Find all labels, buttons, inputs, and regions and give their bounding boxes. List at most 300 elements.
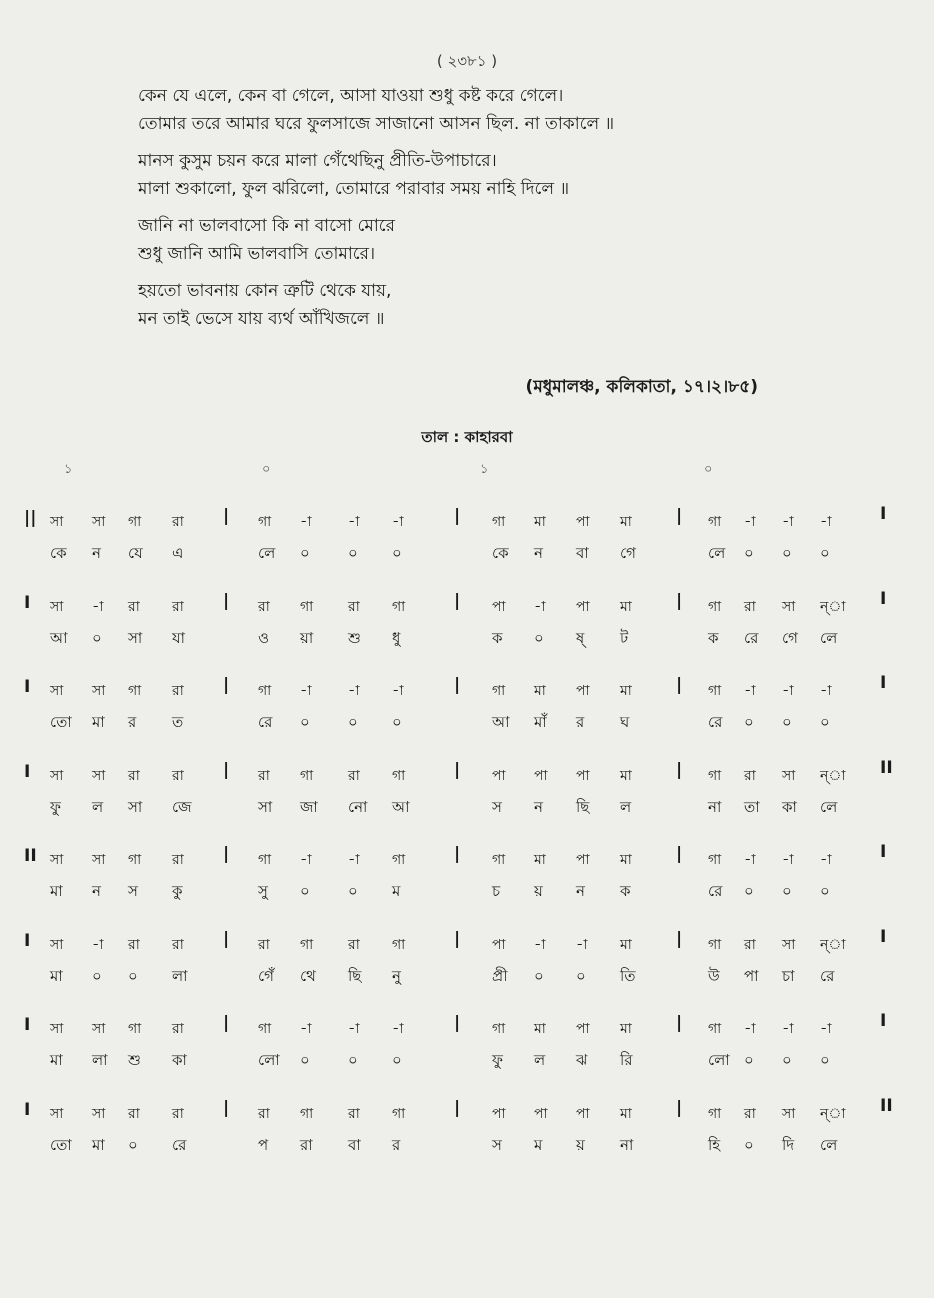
- lyric-syllable: ০: [576, 966, 586, 985]
- swara-note: পা: [576, 598, 590, 615]
- lyric-syllable: ০: [392, 1051, 402, 1069]
- swara-note: গা: [708, 683, 722, 699]
- lyric-syllable: বা: [348, 1135, 361, 1154]
- lyric-syllable: এ: [172, 544, 184, 562]
- swara-note: পা: [576, 1105, 590, 1122]
- swara-note: রা: [744, 767, 756, 784]
- notation-row: [0, 926, 934, 985]
- beat-mark: ০: [704, 462, 713, 477]
- lyric-syllable: ছি: [348, 966, 362, 985]
- swara-note: -া: [300, 514, 312, 530]
- swara-note: -া: [782, 1021, 794, 1037]
- swara-note: -া: [744, 683, 756, 699]
- lyric-line: জানি না ভালবাসো কি না বাসো মোরে: [138, 216, 395, 236]
- lyric-syllable: মা: [50, 966, 63, 985]
- swara-note: পা: [492, 767, 506, 784]
- lyric-syllable: লো: [708, 1051, 730, 1069]
- beat-divider: |: [454, 675, 461, 695]
- lyric-syllable: ছি: [576, 797, 590, 816]
- swara-note: গা: [392, 936, 406, 953]
- lyric-syllable: ম: [534, 1135, 543, 1154]
- swara-note: রা: [172, 598, 184, 615]
- swara-note: মা: [620, 1105, 632, 1122]
- lyric-syllable: ০: [820, 882, 830, 900]
- lyric-syllable: সা: [258, 797, 273, 816]
- lyric-syllable: ম: [392, 882, 401, 900]
- swara-note: -া: [782, 514, 794, 530]
- lyric-syllable: জা: [300, 797, 318, 816]
- lyric-syllable: ০: [744, 882, 754, 900]
- lyric-syllable: ০: [392, 544, 402, 562]
- swara-note: রা: [348, 1105, 360, 1122]
- lyric-syllable: আ: [50, 628, 68, 647]
- lyric-syllable: ০: [820, 1051, 830, 1069]
- lyric-syllable: ক: [492, 628, 503, 647]
- opening-bar: I: [24, 592, 31, 613]
- beat-divider: |: [676, 675, 683, 695]
- swara-note: -া: [392, 1021, 404, 1037]
- lyric-syllable: শু: [348, 628, 361, 647]
- swara-note: পা: [576, 852, 590, 868]
- swara-note: পা: [492, 1105, 506, 1122]
- swara-note: রা: [172, 683, 184, 699]
- closing-bar: I: [880, 926, 887, 947]
- lyric-syllable: লে: [820, 1135, 838, 1154]
- swara-note: -া: [820, 514, 832, 530]
- lyric-syllable: নো: [348, 797, 368, 816]
- swara-note: গা: [708, 1021, 722, 1037]
- swara-note: গা: [128, 683, 142, 699]
- swara-note: -া: [348, 514, 360, 530]
- swara-note: -া: [392, 514, 404, 530]
- swara-note: মা: [534, 852, 546, 868]
- lyric-syllable: না: [708, 797, 722, 816]
- swara-note: সা: [92, 1105, 106, 1122]
- lyric-syllable: ল: [620, 797, 632, 816]
- lyric-syllable: ০: [300, 1051, 310, 1069]
- swara-note: সা: [92, 683, 106, 699]
- closing-bar: II: [880, 1095, 893, 1116]
- lyric-syllable: র: [392, 1135, 401, 1154]
- swara-note: -া: [820, 1021, 832, 1037]
- swara-note: রা: [348, 936, 360, 953]
- lyric-line: কেন যে এলে, কেন বা গেলে, আসা যাওয়া শুধু কষ্ট করে গেলে।: [138, 86, 564, 106]
- beat-divider: |: [676, 759, 683, 780]
- lyric-syllable: ক: [708, 628, 719, 647]
- swara-note: সা: [782, 1105, 796, 1122]
- beat-divider: |: [676, 1013, 683, 1033]
- swara-note: রা: [744, 598, 756, 615]
- beat-divider: |: [223, 1097, 230, 1118]
- swara-note: রা: [172, 1105, 184, 1122]
- lyric-line: মালা শুকালো, ফুল ঝরিলো, তোমারে পরাবার সময় নাহি দিলে ॥: [138, 179, 570, 199]
- lyric-syllable: রে: [172, 1135, 187, 1154]
- swara-note: গা: [708, 936, 722, 953]
- lyric-syllable: রে: [258, 713, 273, 731]
- swara-note: ন্া: [820, 936, 846, 953]
- beat-divider: |: [454, 844, 461, 864]
- swara-note: -া: [782, 852, 794, 868]
- lyric-syllable: ০: [820, 713, 830, 731]
- swara-note: সা: [782, 598, 796, 615]
- swara-note: ন্া: [820, 767, 846, 784]
- swara-note: -া: [744, 514, 756, 530]
- beat-divider: |: [454, 506, 461, 526]
- swara-note: পা: [576, 1021, 590, 1037]
- lyric-syllable: চা: [782, 966, 795, 985]
- swara-note: রা: [128, 767, 140, 784]
- lyric-syllable: থে: [300, 966, 316, 985]
- lyric-syllable: রা: [300, 1135, 313, 1154]
- lyric-line: তোমার তরে আমার ঘরে ফুলসাজে সাজানো আসন ছিল. না তাকালে ॥: [138, 114, 615, 134]
- swara-note: গা: [128, 514, 142, 530]
- notation-row: [0, 842, 934, 900]
- lyric-syllable: তা: [744, 797, 760, 816]
- swara-note: -া: [744, 1021, 756, 1037]
- lyric-syllable: ০: [128, 1135, 138, 1154]
- beat-divider: |: [223, 506, 230, 526]
- swara-note: রা: [128, 1105, 140, 1122]
- swara-note: রা: [744, 1105, 756, 1122]
- lyric-syllable: হি: [708, 1135, 721, 1154]
- page-number: ( ২৩৮১ ): [436, 52, 498, 70]
- beat-divider: |: [223, 759, 230, 780]
- notation-row: [0, 1095, 934, 1154]
- swara-note: গা: [128, 852, 142, 868]
- swara-note: গা: [392, 852, 406, 868]
- swara-note: সা: [50, 1105, 64, 1122]
- lyric-syllable: মা: [92, 713, 105, 731]
- lyric-syllable: মা: [50, 1051, 63, 1069]
- lyric-syllable: ট: [620, 628, 629, 647]
- swara-note: গা: [392, 1105, 406, 1122]
- source-citation: (মধুমালঞ্চ, কলিকাতা, ১৭।২।৮৫): [525, 377, 758, 397]
- opening-bar: I: [24, 930, 31, 951]
- lyric-syllable: সা: [128, 628, 143, 647]
- swara-note: -া: [820, 683, 832, 699]
- lyric-syllable: যে: [128, 544, 143, 562]
- lyric-syllable: ষ্: [576, 628, 585, 647]
- lyric-syllable: চ: [492, 882, 501, 900]
- swara-note: গা: [300, 767, 314, 784]
- swara-note: -া: [300, 1021, 312, 1037]
- swara-note: -া: [534, 936, 546, 953]
- beat-divider: |: [454, 759, 461, 780]
- beat-divider: |: [223, 590, 230, 611]
- lyric-syllable: ঝ: [576, 1051, 588, 1069]
- lyric-syllable: য়: [534, 882, 543, 900]
- swara-note: -া: [782, 683, 794, 699]
- beat-mark: ০: [262, 462, 271, 477]
- opening-bar: I: [24, 761, 31, 782]
- lyric-syllable: মা: [50, 882, 63, 900]
- lyric-syllable: লে: [820, 797, 838, 816]
- beat-divider: |: [676, 844, 683, 864]
- lyric-syllable: বা: [576, 544, 589, 562]
- lyric-syllable: শু: [128, 1051, 141, 1069]
- swara-note: -া: [348, 1021, 360, 1037]
- swara-note: পা: [576, 683, 590, 699]
- lyric-syllable: ল: [534, 1051, 546, 1069]
- lyric-syllable: রে: [708, 882, 723, 900]
- lyric-syllable: নু: [392, 966, 401, 985]
- swara-note: -া: [348, 852, 360, 868]
- swara-note: ন্া: [820, 598, 846, 615]
- swara-note: গা: [708, 514, 722, 530]
- beat-mark: ১: [480, 462, 489, 477]
- lyric-syllable: সা: [128, 797, 143, 816]
- lyric-syllable: স: [128, 882, 138, 900]
- lyric-syllable: ০: [392, 713, 402, 731]
- lyric-syllable: ক: [620, 882, 631, 900]
- lyric-syllable: ০: [534, 628, 544, 647]
- swara-note: গা: [708, 598, 722, 615]
- swara-note: পা: [492, 598, 506, 615]
- closing-bar: I: [880, 588, 887, 609]
- swara-note: গা: [392, 767, 406, 784]
- beat-divider: |: [454, 928, 461, 949]
- notation-row: [0, 588, 934, 647]
- lyric-syllable: ০: [820, 544, 830, 562]
- swara-note: রা: [172, 852, 184, 868]
- lyric-syllable: ০: [782, 544, 792, 562]
- lyric-syllable: ন: [576, 882, 585, 900]
- lyric-line: মানস কুসুম চয়ন করে মালা গেঁথেছিনু প্রীতি-উপাচারে।: [138, 151, 497, 171]
- lyric-syllable: ন: [92, 882, 101, 900]
- swara-note: গা: [492, 514, 506, 530]
- lyric-syllable: ০: [744, 544, 754, 562]
- swara-note: সা: [782, 767, 796, 784]
- swara-note: মা: [534, 1021, 546, 1037]
- swara-note: সা: [50, 598, 64, 615]
- lyric-syllable: ০: [744, 713, 754, 731]
- swara-note: সা: [50, 683, 64, 699]
- swara-note: পা: [576, 514, 590, 530]
- lyric-syllable: না: [620, 1135, 634, 1154]
- lyric-syllable: য়া: [300, 628, 314, 647]
- lyric-syllable: স: [492, 797, 502, 816]
- swara-note: সা: [50, 936, 64, 953]
- swara-note: মা: [620, 514, 632, 530]
- closing-bar: I: [880, 842, 887, 862]
- swara-note: পা: [534, 1105, 548, 1122]
- lyric-syllable: কা: [172, 1051, 187, 1069]
- lyric-syllable: ০: [300, 713, 310, 731]
- lyric-syllable: ০: [92, 628, 102, 647]
- lyric-syllable: ল: [92, 797, 104, 816]
- swara-note: রা: [258, 767, 270, 784]
- lyric-syllable: ফু: [50, 797, 61, 816]
- lyric-syllable: গে: [782, 628, 798, 647]
- lyric-syllable: প: [258, 1135, 269, 1154]
- lyric-syllable: ধু: [392, 628, 401, 647]
- swara-note: রা: [258, 598, 270, 615]
- opening-bar: I: [24, 1099, 31, 1120]
- lyric-syllable: য়: [576, 1135, 585, 1154]
- swara-note: পা: [534, 767, 548, 784]
- swara-note: ন্া: [820, 1105, 846, 1122]
- swara-note: গা: [258, 683, 272, 699]
- lyric-syllable: ০: [534, 966, 544, 985]
- swara-note: রা: [172, 1021, 184, 1037]
- swara-note: রা: [744, 936, 756, 953]
- swara-note: গা: [708, 852, 722, 868]
- lyric-syllable: উ: [708, 966, 720, 985]
- swara-note: -া: [534, 598, 546, 615]
- lyric-syllable: ফু: [492, 1051, 503, 1069]
- lyric-syllable: দি: [782, 1135, 795, 1154]
- swara-note: সা: [782, 936, 796, 953]
- beat-divider: |: [676, 590, 683, 611]
- lyric-syllable: র: [576, 713, 585, 731]
- beat-divider: |: [454, 590, 461, 611]
- beat-divider: |: [676, 1097, 683, 1118]
- lyric-syllable: ০: [348, 1051, 358, 1069]
- lyric-syllable: মাঁ: [534, 713, 547, 731]
- swara-note: রা: [128, 936, 140, 953]
- swara-note: মা: [620, 767, 632, 784]
- lyric-syllable: স: [492, 1135, 502, 1154]
- lyric-syllable: লা: [172, 966, 188, 985]
- closing-bar: II: [880, 757, 893, 778]
- lyric-syllable: কে: [50, 544, 67, 562]
- swara-note: গা: [492, 1021, 506, 1037]
- lyric-syllable: ০: [300, 544, 310, 562]
- swara-note: মা: [620, 936, 632, 953]
- swara-note: -া: [820, 852, 832, 868]
- swara-note: রা: [172, 514, 184, 530]
- lyric-syllable: লে: [258, 544, 276, 562]
- swara-note: গা: [128, 1021, 142, 1037]
- swara-note: -া: [300, 852, 312, 868]
- swara-note: -া: [744, 852, 756, 868]
- lyric-syllable: ঘ: [620, 713, 630, 731]
- swara-note: গা: [258, 514, 272, 530]
- closing-bar: I: [880, 504, 887, 524]
- lyric-syllable: ০: [128, 966, 138, 985]
- lyric-syllable: ন: [92, 544, 101, 562]
- lyric-syllable: ত: [172, 713, 184, 731]
- beat-divider: |: [223, 928, 230, 949]
- swara-note: সা: [50, 514, 64, 530]
- swara-note: সা: [92, 852, 106, 868]
- swara-note: -া: [92, 598, 104, 615]
- lyric-syllable: গে: [620, 544, 636, 562]
- taal-heading: তাল : কাহারবা: [421, 428, 513, 446]
- lyric-syllable: রে: [744, 628, 759, 647]
- swara-note: রা: [348, 767, 360, 784]
- lyric-line: হয়তো ভাবনায় কোন ত্রুটি থেকে যায়,: [138, 281, 392, 301]
- lyric-line: শুধু জানি আমি ভালবাসি তোমারে।: [138, 244, 376, 264]
- opening-bar: I: [24, 1015, 31, 1035]
- lyric-syllable: তো: [50, 1135, 72, 1154]
- opening-bar: II: [24, 846, 37, 866]
- lyric-syllable: লো: [258, 1051, 280, 1069]
- lyric-syllable: পা: [744, 966, 759, 985]
- lyric-syllable: ন: [534, 797, 543, 816]
- swara-note: মা: [620, 598, 632, 615]
- lyric-syllable: ০: [92, 966, 102, 985]
- lyric-syllable: রে: [708, 713, 723, 731]
- lyric-syllable: ০: [348, 544, 358, 562]
- lyric-syllable: র: [128, 713, 137, 731]
- swara-note: সা: [92, 1021, 106, 1037]
- lyric-syllable: ০: [744, 1135, 754, 1154]
- swara-note: পা: [576, 767, 590, 784]
- swara-note: -া: [300, 683, 312, 699]
- swara-note: রা: [258, 1105, 270, 1122]
- lyric-syllable: ০: [782, 713, 792, 731]
- beat-divider: |: [676, 506, 683, 526]
- swara-note: রা: [258, 936, 270, 953]
- lyric-syllable: তি: [620, 966, 636, 985]
- lyric-syllable: সু: [258, 882, 268, 900]
- lyric-syllable: কা: [782, 797, 797, 816]
- swara-note: সা: [92, 514, 106, 530]
- lyric-syllable: লে: [820, 628, 838, 647]
- lyric-syllable: লা: [92, 1051, 108, 1069]
- swara-note: গা: [300, 936, 314, 953]
- swara-note: মা: [534, 514, 546, 530]
- swara-note: সা: [92, 767, 106, 784]
- lyric-syllable: ০: [782, 882, 792, 900]
- swara-note: গা: [492, 852, 506, 868]
- notation-row: [0, 757, 934, 816]
- beat-marks: [0, 460, 934, 482]
- lyric-line: মন তাই ভেসে যায় ব্যর্থ আঁখিজলে ॥: [138, 309, 385, 329]
- beat-divider: |: [454, 1013, 461, 1033]
- closing-bar: I: [880, 1011, 887, 1031]
- swara-note: গা: [258, 1021, 272, 1037]
- notation-row: [0, 1011, 934, 1069]
- swara-note: সা: [50, 852, 64, 868]
- swara-note: গা: [300, 1105, 314, 1122]
- lyric-syllable: কু: [172, 882, 183, 900]
- swara-note: রা: [348, 598, 360, 615]
- lyric-syllable: জে: [172, 797, 192, 816]
- notation-row: [0, 504, 934, 562]
- swara-note: সা: [50, 767, 64, 784]
- swara-note: রা: [128, 598, 140, 615]
- lyric-syllable: লে: [708, 544, 726, 562]
- swara-note: মা: [534, 683, 546, 699]
- swara-note: রা: [172, 936, 184, 953]
- lyric-syllable: রে: [820, 966, 835, 985]
- lyric-syllable: ০: [782, 1051, 792, 1069]
- lyric-syllable: তো: [50, 713, 72, 731]
- beat-divider: |: [223, 675, 230, 695]
- swara-note: গা: [708, 767, 722, 784]
- swara-note: -া: [392, 683, 404, 699]
- lyric-syllable: আ: [392, 797, 410, 816]
- opening-bar: I: [24, 677, 31, 697]
- opening-bar: ||: [24, 508, 37, 528]
- beat-divider: |: [223, 844, 230, 864]
- lyric-syllable: ০: [348, 713, 358, 731]
- beat-divider: |: [223, 1013, 230, 1033]
- lyric-syllable: যা: [172, 628, 185, 647]
- swara-note: গা: [492, 683, 506, 699]
- swara-note: গা: [258, 852, 272, 868]
- lyric-syllable: প্রী: [492, 966, 508, 985]
- swara-note: রা: [172, 767, 184, 784]
- lyric-syllable: ০: [348, 882, 358, 900]
- lyric-syllable: আ: [492, 713, 510, 731]
- closing-bar: I: [880, 673, 887, 693]
- lyric-syllable: কে: [492, 544, 509, 562]
- swara-note: পা: [492, 936, 506, 953]
- lyric-syllable: ০: [744, 1051, 754, 1069]
